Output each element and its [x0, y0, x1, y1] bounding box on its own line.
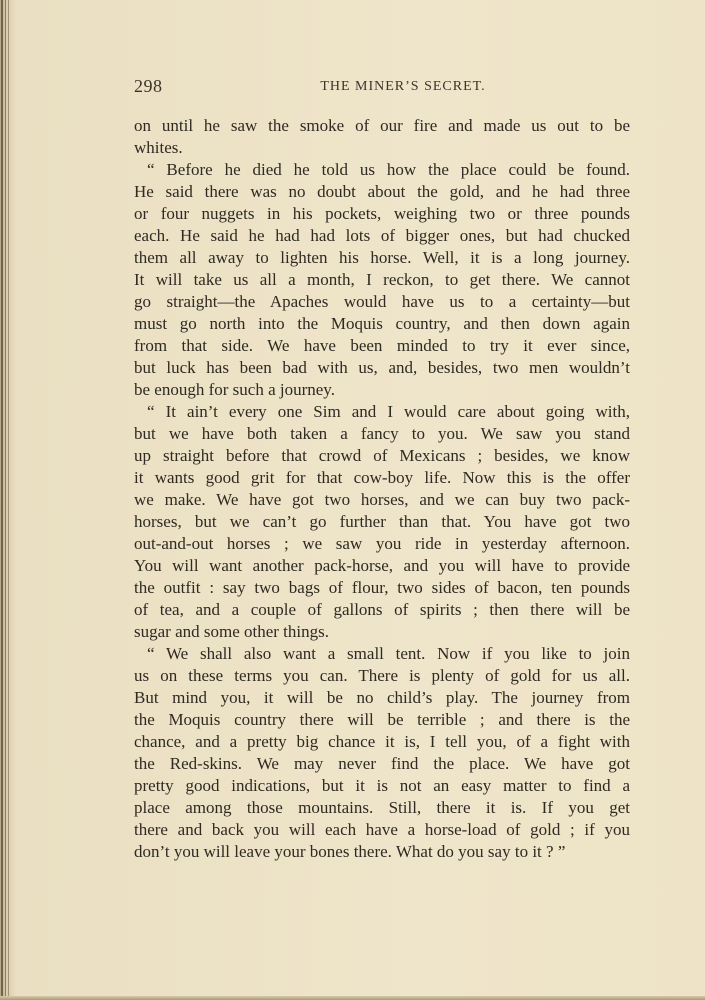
text-line: from that side. We have been minded to try it ever since, — [134, 336, 630, 355]
text-line: or four nuggets in his pockets, weighing two or three pounds — [134, 204, 630, 223]
page-bottom-edge — [0, 996, 705, 1000]
text-line: the Moquis country there will be terrible ; and there is the — [134, 710, 630, 729]
text-line: It will take us all a month, I reckon, to get there. We cannot — [134, 270, 630, 289]
text-line: “ We shall also want a small tent. Now if you like to join — [147, 644, 630, 663]
running-head: THE MINER’S SECRET. — [320, 79, 486, 94]
binding-edge-line — [1, 0, 3, 1000]
text-line: on until he saw the smoke of our fire and made us out to be — [134, 116, 630, 135]
text-line: He said there was no doubt about the gold, and he had three — [134, 182, 630, 201]
text-line: whites. — [134, 138, 183, 157]
text-line: be enough for such a journey. — [134, 380, 335, 399]
text-line: “ Before he died he told us how the place could be found. — [147, 160, 630, 179]
text-line: out-and-out horses ; we saw you ride in yesterday afternoon. — [134, 534, 630, 553]
text-line: place among those mountains. Still, there it is. If you get — [134, 798, 630, 817]
text-line: us on these terms you can. There is plenty of gold for us all. — [134, 666, 630, 685]
text-line: we make. We have got two horses, and we can buy two pack- — [134, 490, 630, 509]
text-line: must go north into the Moquis country, and then down again — [134, 314, 630, 333]
text-line: it wants good grit for that cow-boy life. Now this is the offer — [134, 468, 630, 487]
body-text — [134, 115, 630, 863]
text-line: the outfit : say two bags of flour, two sides of bacon, ten pounds — [134, 578, 630, 597]
text-line: go straight—the Apaches would have us to a certainty—but — [134, 292, 630, 311]
text-line: horses, but we can’t go further than that. You have got two — [134, 512, 630, 531]
text-line: each. He said he had had lots of bigger ones, but had chucked — [134, 226, 630, 245]
page-number: 298 — [134, 76, 163, 96]
page-header — [134, 76, 630, 100]
text-line: chance, and a pretty big chance it is, I tell you, of a fight with — [134, 732, 630, 751]
text-line: up straight before that crowd of Mexicans ; besides, we know — [134, 446, 630, 465]
text-line: there and back you will each have a horse-load of gold ; if you — [134, 820, 630, 839]
text-line: of tea, and a couple of gallons of spirits ; then there will be — [134, 600, 630, 619]
text-line: You will want another pack-horse, and you will have to provide — [134, 556, 630, 575]
text-line: “ It ain’t every one Sim and I would care about going with, — [147, 402, 630, 421]
text-line: but luck has been bad with us, and, besides, two men wouldn’t — [134, 358, 630, 377]
text-line: them all away to lighten his horse. Well, it is a long journey. — [134, 248, 630, 267]
text-line: the Red-skins. We may never find the place. We have got — [134, 754, 630, 773]
text-line: but we have both taken a fancy to you. We saw you stand — [134, 424, 630, 443]
text-line: sugar and some other things. — [134, 622, 329, 641]
binding-edge-line — [5, 0, 6, 1000]
binding-edge-line — [8, 0, 9, 1000]
text-line: don’t you will leave your bones there. What do you say to it ? ” — [134, 842, 566, 861]
text-line: pretty good indications, but it is not an easy matter to find a — [134, 776, 630, 795]
text-line: But mind you, it will be no child’s play. The journey from — [134, 688, 630, 707]
